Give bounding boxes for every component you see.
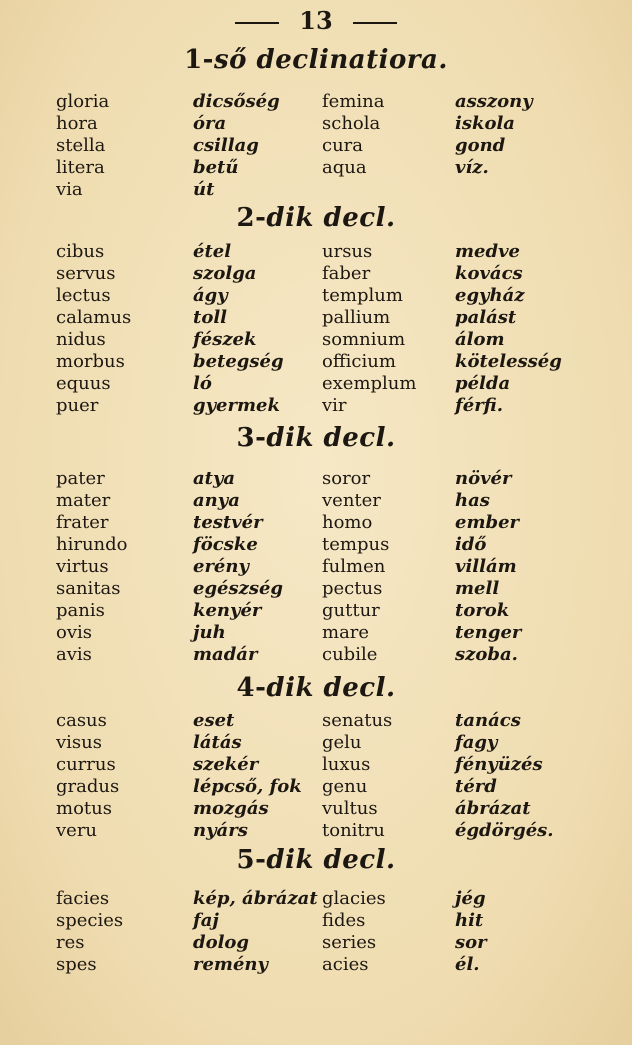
latin-word: hora bbox=[56, 113, 98, 134]
hungarian-word: sor bbox=[455, 932, 487, 953]
latin-word: nidus bbox=[56, 329, 106, 350]
hungarian-word: föcske bbox=[193, 534, 258, 555]
hungarian-word: tanács bbox=[455, 710, 521, 731]
hungarian-word: asszony bbox=[455, 91, 533, 112]
latin-word: guttur bbox=[322, 600, 380, 621]
latin-word: somnium bbox=[322, 329, 406, 350]
vocab-row bbox=[0, 731, 632, 754]
hungarian-word: férfi. bbox=[455, 395, 504, 416]
hungarian-word: eset bbox=[193, 710, 235, 731]
hungarian-word: hit bbox=[455, 910, 484, 931]
section-title: 5-dik decl. bbox=[236, 845, 396, 875]
hungarian-word: remény bbox=[193, 954, 268, 975]
hungarian-word: lépcső, fok bbox=[193, 776, 302, 797]
page-header bbox=[0, 6, 632, 36]
latin-word: spes bbox=[56, 954, 97, 975]
hungarian-word: dicsőség bbox=[193, 91, 280, 112]
vocab-row bbox=[0, 511, 632, 534]
vocab-row bbox=[0, 775, 632, 798]
latin-word: femina bbox=[322, 91, 385, 112]
hungarian-word: kenyér bbox=[193, 600, 262, 621]
latin-word: cibus bbox=[56, 241, 105, 262]
latin-word: officium bbox=[322, 351, 396, 372]
latin-word: soror bbox=[322, 468, 371, 489]
latin-word: lectus bbox=[56, 285, 111, 306]
hungarian-word: jég bbox=[455, 888, 486, 909]
hungarian-word: fészek bbox=[193, 329, 257, 350]
hungarian-word: térd bbox=[455, 776, 497, 797]
vocab-row bbox=[0, 262, 632, 285]
hungarian-word: látás bbox=[193, 732, 242, 753]
latin-word: ovis bbox=[56, 622, 92, 643]
latin-word: pectus bbox=[322, 578, 383, 599]
vocab-row bbox=[0, 533, 632, 556]
hungarian-word: dolog bbox=[193, 932, 250, 953]
hungarian-word: égdörgés. bbox=[455, 820, 554, 841]
section-title: 2-dik decl. bbox=[236, 203, 396, 233]
hungarian-word: juh bbox=[193, 622, 226, 643]
latin-word: tonitru bbox=[322, 820, 385, 841]
latin-word: vir bbox=[322, 395, 347, 416]
vocab-row bbox=[0, 240, 632, 263]
hungarian-word: anya bbox=[193, 490, 240, 511]
vocab-row bbox=[0, 489, 632, 512]
hungarian-word: kép, ábrázat bbox=[193, 888, 318, 909]
vocab-row bbox=[0, 753, 632, 776]
vocab-row bbox=[0, 350, 632, 373]
vocab-row bbox=[0, 156, 632, 179]
latin-word: pater bbox=[56, 468, 105, 489]
hungarian-word: kötelesség bbox=[455, 351, 562, 372]
hungarian-word: fagy bbox=[455, 732, 498, 753]
latin-word: luxus bbox=[322, 754, 371, 775]
latin-word: motus bbox=[56, 798, 112, 819]
hungarian-word: mell bbox=[455, 578, 500, 599]
hungarian-word: út bbox=[193, 179, 215, 200]
latin-word: res bbox=[56, 932, 85, 953]
latin-word: ursus bbox=[322, 241, 373, 262]
vocab-row bbox=[0, 555, 632, 578]
hungarian-word: madár bbox=[193, 644, 258, 665]
hungarian-word: testvér bbox=[193, 512, 263, 533]
latin-word: virtus bbox=[56, 556, 109, 577]
latin-word: morbus bbox=[56, 351, 125, 372]
hungarian-word: torok bbox=[455, 600, 510, 621]
hungarian-word: tenger bbox=[455, 622, 522, 643]
vocab-row bbox=[0, 306, 632, 329]
latin-word: hirundo bbox=[56, 534, 128, 555]
vocab-row bbox=[0, 577, 632, 600]
hungarian-word: álom bbox=[455, 329, 505, 350]
hungarian-word: kovács bbox=[455, 263, 523, 284]
latin-word: gelu bbox=[322, 732, 362, 753]
vocab-row bbox=[0, 797, 632, 820]
hungarian-word: él. bbox=[455, 954, 480, 975]
hungarian-word: fényüzés bbox=[455, 754, 543, 775]
latin-word: exemplum bbox=[322, 373, 417, 394]
hungarian-word: víz. bbox=[455, 157, 489, 178]
hungarian-word: iskola bbox=[455, 113, 515, 134]
latin-word: faber bbox=[322, 263, 371, 284]
hungarian-word: has bbox=[455, 490, 490, 511]
latin-word: panis bbox=[56, 600, 105, 621]
latin-word: mater bbox=[56, 490, 111, 511]
hungarian-word: egészség bbox=[193, 578, 284, 599]
latin-word: casus bbox=[56, 710, 107, 731]
hungarian-word: mozgás bbox=[193, 798, 269, 819]
latin-word: schola bbox=[322, 113, 381, 134]
latin-word: litera bbox=[56, 157, 105, 178]
latin-word: species bbox=[56, 910, 124, 931]
hungarian-word: csillag bbox=[193, 135, 259, 156]
latin-word: facies bbox=[56, 888, 110, 909]
hungarian-word: szoba. bbox=[455, 644, 518, 665]
hungarian-word: betű bbox=[193, 157, 239, 178]
vocab-row bbox=[0, 394, 632, 417]
latin-word: stella bbox=[56, 135, 106, 156]
hungarian-word: villám bbox=[455, 556, 517, 577]
hungarian-word: étel bbox=[193, 241, 232, 262]
vocab-row bbox=[0, 372, 632, 395]
latin-word: acies bbox=[322, 954, 369, 975]
hungarian-word: példa bbox=[455, 373, 511, 394]
hungarian-word: ló bbox=[193, 373, 212, 394]
vocab-row bbox=[0, 178, 632, 201]
hungarian-word: medve bbox=[455, 241, 520, 262]
vocab-row bbox=[0, 931, 632, 954]
vocab-row bbox=[0, 819, 632, 842]
vocab-row bbox=[0, 599, 632, 622]
hungarian-word: betegség bbox=[193, 351, 284, 372]
section-title: 1-ső declinatiora. bbox=[184, 45, 448, 75]
section-title: 3-dik decl. bbox=[236, 423, 396, 453]
hungarian-word: szekér bbox=[193, 754, 259, 775]
latin-word: series bbox=[322, 932, 377, 953]
latin-word: currus bbox=[56, 754, 116, 775]
latin-word: cubile bbox=[322, 644, 378, 665]
vocab-row bbox=[0, 887, 632, 910]
latin-word: gradus bbox=[56, 776, 120, 797]
vocab-row bbox=[0, 90, 632, 113]
hungarian-word: ábrázat bbox=[455, 798, 531, 819]
vocab-row bbox=[0, 709, 632, 732]
latin-word: avis bbox=[56, 644, 92, 665]
latin-word: tempus bbox=[322, 534, 390, 555]
hungarian-word: ember bbox=[455, 512, 520, 533]
latin-word: calamus bbox=[56, 307, 132, 328]
hungarian-word: erény bbox=[193, 556, 249, 577]
latin-word: servus bbox=[56, 263, 116, 284]
latin-word: fides bbox=[322, 910, 366, 931]
vocab-row bbox=[0, 328, 632, 351]
hungarian-word: idő bbox=[455, 534, 487, 555]
hungarian-word: ágy bbox=[193, 285, 228, 306]
vocab-row bbox=[0, 909, 632, 932]
vocab-row bbox=[0, 643, 632, 666]
latin-word: pallium bbox=[322, 307, 391, 328]
latin-word: venter bbox=[322, 490, 381, 511]
hungarian-word: nyárs bbox=[193, 820, 248, 841]
hungarian-word: növér bbox=[455, 468, 512, 489]
hungarian-word: gyermek bbox=[193, 395, 280, 416]
latin-word: mare bbox=[322, 622, 370, 643]
hungarian-word: toll bbox=[193, 307, 227, 328]
latin-word: veru bbox=[56, 820, 98, 841]
hungarian-word: szolga bbox=[193, 263, 257, 284]
latin-word: senatus bbox=[322, 710, 393, 731]
section-title: 4-dik decl. bbox=[236, 673, 396, 703]
vocab-row bbox=[0, 284, 632, 307]
vocab-row bbox=[0, 953, 632, 976]
vocab-row bbox=[0, 621, 632, 644]
latin-word: puer bbox=[56, 395, 99, 416]
page-number: 13 bbox=[299, 6, 333, 35]
latin-word: cura bbox=[322, 135, 364, 156]
latin-word: glacies bbox=[322, 888, 386, 909]
vocab-row bbox=[0, 134, 632, 157]
latin-word: templum bbox=[322, 285, 403, 306]
hungarian-word: atya bbox=[193, 468, 236, 489]
latin-word: frater bbox=[56, 512, 109, 533]
latin-word: gloria bbox=[56, 91, 110, 112]
hungarian-word: faj bbox=[193, 910, 219, 931]
hungarian-word: palást bbox=[455, 307, 517, 328]
header-rule-left bbox=[235, 22, 279, 24]
hungarian-word: egyház bbox=[455, 285, 525, 306]
hungarian-word: óra bbox=[193, 113, 227, 134]
header-rule-right bbox=[353, 22, 397, 24]
latin-word: homo bbox=[322, 512, 373, 533]
hungarian-word: gond bbox=[455, 135, 506, 156]
latin-word: vultus bbox=[322, 798, 378, 819]
latin-word: visus bbox=[56, 732, 102, 753]
latin-word: genu bbox=[322, 776, 368, 797]
latin-word: equus bbox=[56, 373, 111, 394]
vocab-row bbox=[0, 112, 632, 135]
latin-word: fulmen bbox=[322, 556, 386, 577]
latin-word: sanitas bbox=[56, 578, 121, 599]
latin-word: via bbox=[56, 179, 83, 200]
vocab-row bbox=[0, 467, 632, 490]
latin-word: aqua bbox=[322, 157, 367, 178]
